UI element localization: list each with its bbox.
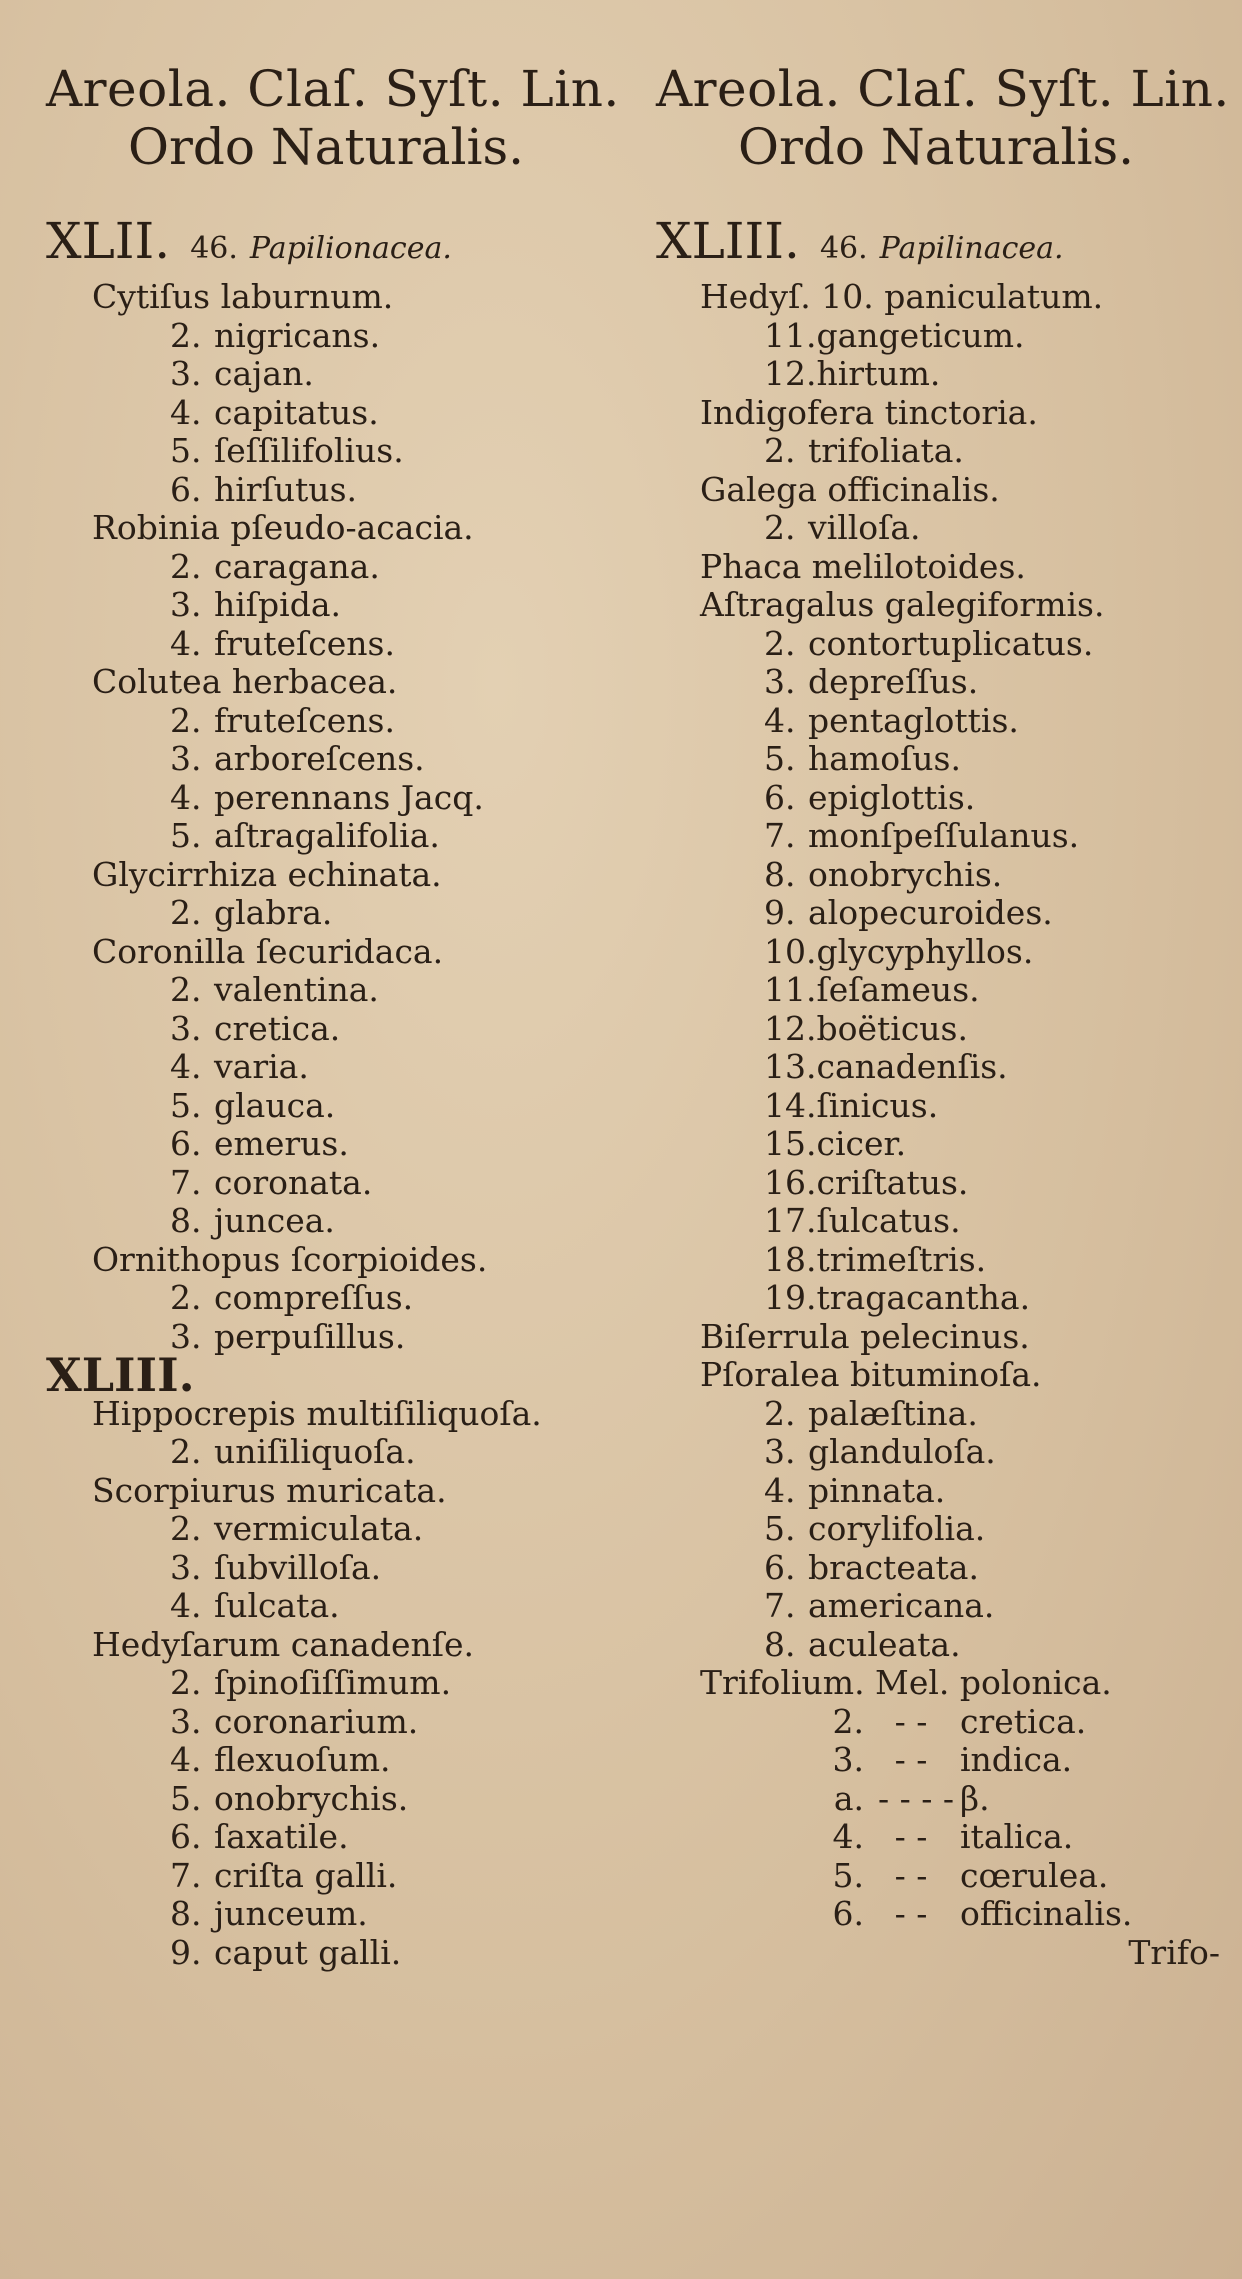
- species-number: 6.: [170, 469, 202, 509]
- species-name: depreſſus.: [808, 662, 979, 701]
- species-name: glauca.: [214, 1085, 336, 1125]
- left-group-roman: XLII.: [46, 212, 171, 270]
- species-name: pentaglottis.: [808, 700, 1019, 740]
- species-entry: [46, 1433, 646, 1472]
- species-entry: [46, 1818, 646, 1857]
- species-number: 3.: [170, 1701, 202, 1741]
- species-entry: [46, 702, 646, 741]
- species-entry: [656, 933, 1242, 972]
- species-number: 5.: [170, 1778, 202, 1818]
- species-number: 2.: [170, 1509, 202, 1548]
- species-name: cajan.: [214, 354, 314, 393]
- species-entry: [46, 317, 646, 356]
- species-name: onobrychis.: [808, 854, 1003, 894]
- species-number: 12.: [764, 1008, 817, 1048]
- species-entry: [656, 355, 1242, 394]
- species-name: coronata.: [214, 1162, 373, 1202]
- species-entry: [46, 1164, 646, 1203]
- species-number: 4.: [170, 777, 202, 817]
- species-name: palæſtina.: [808, 1393, 978, 1433]
- species-number: 19.: [764, 1278, 817, 1317]
- species-entry: [46, 1934, 646, 1973]
- species-number: 7.: [764, 1586, 796, 1625]
- species-name: ſaxatile.: [214, 1817, 349, 1856]
- species-entry: [46, 1048, 646, 1087]
- species-name: valentina.: [214, 970, 379, 1009]
- species-entry: [656, 1587, 1242, 1626]
- species-number: 4.: [170, 1047, 202, 1086]
- species-entry: [46, 394, 646, 433]
- species-number: 2.: [170, 1663, 202, 1702]
- species-entry: [656, 1279, 1242, 1318]
- species-number: 10.: [764, 931, 817, 971]
- genus-entry: Hippocrepis multiſiliquoſa.: [92, 1393, 542, 1433]
- species-name: pinnata.: [808, 1470, 946, 1510]
- variety-entry: [656, 1818, 1242, 1857]
- species-entry: [656, 1087, 1242, 1126]
- species-number: 2.: [170, 1432, 202, 1471]
- genus-entry: Galega officinalis.: [700, 469, 1000, 509]
- genus-entry: Trifolium. Mel. polonica.: [700, 1663, 1112, 1702]
- variety-name: cretica.: [960, 1701, 1087, 1741]
- genus-entry: Ornithopus ſcorpioides.: [92, 1239, 488, 1279]
- species-entry: [656, 1433, 1242, 1472]
- species-name: capitatus.: [214, 392, 379, 432]
- species-name: nigricans.: [214, 315, 381, 355]
- species-entry: [46, 1549, 646, 1588]
- species-number: 7.: [170, 1855, 202, 1895]
- species-name: ſulcatus.: [816, 1201, 961, 1240]
- species-name: trifoliata.: [808, 431, 964, 470]
- species-number: 4.: [764, 700, 796, 740]
- left-group-number: 46.: [190, 231, 238, 266]
- species-entry: [46, 1703, 646, 1742]
- variety-number: 5.: [832, 1855, 864, 1895]
- species-name: perpuſillus.: [214, 1316, 406, 1356]
- left-entry-list: [46, 278, 646, 1972]
- species-entry: [656, 663, 1242, 702]
- species-name: junceum.: [214, 1894, 368, 1933]
- section-heading: XLIII.: [46, 1348, 195, 1402]
- species-name: coronarium.: [214, 1701, 419, 1741]
- left-group-heading: [46, 212, 452, 270]
- species-name: contortuplicatus.: [808, 623, 1094, 663]
- right-header-line2: Ordo Naturalis.: [738, 118, 1134, 176]
- right-group-family: Papilinacea.: [879, 231, 1064, 266]
- species-entry: [46, 1780, 646, 1819]
- species-number: 4.: [170, 392, 202, 432]
- species-name: glabra.: [214, 893, 333, 932]
- species-number: 6.: [764, 1547, 796, 1587]
- species-name: hirtum.: [816, 354, 941, 393]
- species-entry: [46, 1279, 646, 1318]
- variety-entry: [656, 1895, 1242, 1934]
- variety-number: a.: [833, 1778, 864, 1818]
- species-name: canadenſis.: [816, 1047, 1008, 1086]
- species-entry: [46, 1510, 646, 1549]
- ditto-dashes: - -: [894, 1701, 928, 1741]
- species-entry: [46, 1125, 646, 1164]
- species-number: 8.: [170, 1201, 202, 1240]
- species-number: 8.: [170, 1894, 202, 1933]
- species-number: 2.: [764, 1393, 796, 1433]
- species-name: ſinicus.: [816, 1085, 939, 1125]
- species-entry: [46, 1741, 646, 1780]
- species-name: vermiculata.: [214, 1509, 424, 1548]
- species-name: caragana.: [214, 546, 380, 586]
- species-number: 6.: [170, 1817, 202, 1856]
- genus-entry: Coronilla ſecuridaca.: [92, 931, 444, 971]
- genus-entry: Robinia pſeudo-acacia.: [92, 508, 474, 547]
- species-name: monſpeſſulanus.: [808, 816, 1080, 855]
- species-number: 3.: [170, 354, 202, 393]
- species-number: 8.: [764, 854, 796, 894]
- species-number: 9.: [764, 893, 796, 932]
- genus-entry: Phaca melilotoides.: [700, 546, 1026, 586]
- species-number: 4.: [170, 1586, 202, 1625]
- species-entry: [46, 1010, 646, 1049]
- species-entry: [656, 1549, 1242, 1588]
- species-name: bracteata.: [808, 1547, 979, 1587]
- species-name: ſpinoſiſſimum.: [214, 1663, 452, 1702]
- genus-entry: Hedyſarum canadenſe.: [92, 1624, 474, 1664]
- species-number: 16.: [764, 1162, 817, 1202]
- species-number: 2.: [170, 700, 202, 740]
- species-name: caput galli.: [214, 1932, 402, 1972]
- species-entry: [46, 432, 646, 471]
- genus-entry: Indigofera tinctoria.: [700, 392, 1038, 432]
- species-entry: [656, 1626, 1242, 1665]
- species-entry: [656, 856, 1242, 895]
- species-name: boëticus.: [816, 1008, 968, 1048]
- species-number: 5.: [170, 816, 202, 855]
- species-number: 14.: [764, 1085, 817, 1125]
- species-entry: [46, 1664, 646, 1703]
- ditto-dashes: - -: [894, 1817, 928, 1856]
- species-number: 3.: [764, 662, 796, 701]
- species-name: flexuoſum.: [214, 1740, 391, 1779]
- species-number: 3.: [170, 1547, 202, 1587]
- species-number: 6.: [764, 777, 796, 817]
- right-entry-list: [656, 278, 1242, 1972]
- species-entry: [46, 1895, 646, 1934]
- genus-entry: Pſoralea bituminoſa.: [700, 1355, 1042, 1394]
- species-number: 4.: [170, 623, 202, 663]
- species-number: 11.: [764, 315, 817, 355]
- species-name: compreſſus.: [214, 1278, 414, 1317]
- species-name: cicer.: [816, 1124, 907, 1163]
- species-name: trimeſtris.: [816, 1239, 987, 1279]
- species-entry: [656, 1202, 1242, 1241]
- variety-name: β.: [960, 1778, 990, 1818]
- species-entry: [46, 625, 646, 664]
- species-name: tragacantha.: [816, 1278, 1031, 1317]
- species-number: 5.: [170, 1085, 202, 1125]
- species-name: villoſa.: [808, 508, 921, 547]
- species-name: fruteſcens.: [214, 700, 395, 740]
- species-name: aſtragalifolia.: [214, 816, 440, 855]
- species-entry: [46, 1202, 646, 1241]
- variety-entry: [656, 1703, 1242, 1742]
- ditto-dashes: - -: [894, 1894, 928, 1933]
- species-name: americana.: [808, 1586, 995, 1625]
- species-name: alopecuroides.: [808, 893, 1053, 932]
- species-entry: [656, 1125, 1242, 1164]
- species-name: gangeticum.: [816, 315, 1025, 355]
- variety-number: 4.: [832, 1817, 864, 1856]
- species-entry: [656, 971, 1242, 1010]
- species-entry: [656, 894, 1242, 933]
- species-entry: [46, 355, 646, 394]
- species-name: varia.: [214, 1047, 309, 1086]
- genus-entry: Glycirrhiza echinata.: [92, 854, 442, 894]
- species-number: 4.: [764, 1470, 796, 1510]
- ditto-dashes: - -: [894, 1855, 928, 1895]
- species-entry: [46, 894, 646, 933]
- genus-entry: Aſtragalus galegiformis.: [700, 585, 1105, 624]
- ditto-dashes: - -: [894, 1740, 928, 1779]
- species-entry: [656, 432, 1242, 471]
- species-name: uniſiliquoſa.: [214, 1432, 416, 1471]
- species-number: 8.: [764, 1624, 796, 1664]
- right-group-heading: [656, 212, 1064, 270]
- species-number: 2.: [170, 1278, 202, 1317]
- species-name: juncea.: [214, 1201, 335, 1240]
- catchword: Trifo-: [1128, 1932, 1220, 1972]
- species-name: fruteſcens.: [214, 623, 395, 663]
- variety-number: 6.: [832, 1894, 864, 1933]
- variety-name: italica.: [960, 1817, 1074, 1856]
- species-entry: [46, 1087, 646, 1126]
- ditto-dashes: - - - -: [878, 1778, 955, 1818]
- species-number: 15.: [764, 1124, 817, 1163]
- species-entry: [656, 317, 1242, 356]
- species-name: glanduloſa.: [808, 1432, 996, 1471]
- genus-entry: Biſerrula pelecinus.: [700, 1316, 1030, 1356]
- genus-entry: Cytiſus laburnum.: [92, 277, 394, 316]
- species-number: 3.: [764, 1432, 796, 1471]
- species-number: 5.: [764, 739, 796, 778]
- species-number: 2.: [170, 546, 202, 586]
- right-group-number: 46.: [819, 231, 868, 266]
- species-name: emerus.: [214, 1124, 349, 1163]
- species-name: aculeata.: [808, 1624, 961, 1664]
- genus-entry: Colutea herbacea.: [92, 662, 398, 701]
- variety-entry: [656, 1741, 1242, 1780]
- species-entry: [46, 1857, 646, 1896]
- species-number: 2.: [764, 431, 796, 470]
- species-entry: [656, 702, 1242, 741]
- species-entry: [46, 971, 646, 1010]
- species-number: 3.: [170, 1008, 202, 1048]
- species-entry: [656, 1472, 1242, 1511]
- species-number: 7.: [170, 1162, 202, 1202]
- right-group-roman: XLIII.: [656, 212, 800, 270]
- species-number: 5.: [764, 1509, 796, 1548]
- species-name: hamoſus.: [808, 739, 961, 778]
- species-number: 2.: [170, 893, 202, 932]
- species-name: epiglottis.: [808, 777, 976, 817]
- species-name: ſubvilloſa.: [214, 1547, 382, 1587]
- species-entry: [46, 740, 646, 779]
- species-name: glycyphyllos.: [816, 931, 1034, 971]
- variety-name: officinalis.: [960, 1894, 1133, 1933]
- variety-number: 2.: [832, 1701, 864, 1741]
- species-name: ſulcata.: [214, 1586, 340, 1625]
- species-name: corylifolia.: [808, 1509, 986, 1548]
- species-entry: [46, 471, 646, 510]
- species-entry: [46, 817, 646, 856]
- species-entry: [46, 779, 646, 818]
- species-number: 4.: [170, 1740, 202, 1779]
- variety-entry: [656, 1780, 1242, 1819]
- species-entry: [46, 548, 646, 587]
- species-number: 3.: [170, 739, 202, 778]
- species-number: 2.: [170, 315, 202, 355]
- species-number: 7.: [764, 816, 796, 855]
- species-number: 6.: [170, 1124, 202, 1163]
- species-name: criſtatus.: [816, 1162, 969, 1202]
- species-entry: [656, 509, 1242, 548]
- species-name: perennans Jacq.: [214, 777, 484, 817]
- species-name: ſeſameus.: [816, 970, 980, 1009]
- species-entry: [46, 586, 646, 625]
- species-number: 9.: [170, 1932, 202, 1972]
- species-number: 3.: [170, 1316, 202, 1356]
- right-header-line1: Areola. Claſ. Syſt. Lin.: [656, 60, 1230, 118]
- species-number: 13.: [764, 1047, 817, 1086]
- variety-name: indica.: [960, 1740, 1073, 1779]
- variety-number: 3.: [832, 1740, 864, 1779]
- species-entry: [656, 1395, 1242, 1434]
- species-name: criſta galli.: [214, 1855, 398, 1895]
- species-name: arboreſcens.: [214, 739, 425, 778]
- species-number: 3.: [170, 585, 202, 624]
- species-number: 18.: [764, 1239, 817, 1279]
- species-entry: [656, 1241, 1242, 1280]
- species-name: ſeſſilifolius.: [214, 431, 404, 470]
- species-entry: [656, 625, 1242, 664]
- species-name: cretica.: [214, 1008, 341, 1048]
- variety-entry: [656, 1857, 1242, 1896]
- genus-entry: Scorpiurus muricata.: [92, 1470, 447, 1510]
- species-number: 12.: [764, 354, 817, 393]
- left-header-line2: Ordo Naturalis.: [128, 118, 524, 176]
- species-name: hiſpida.: [214, 585, 341, 624]
- variety-name: cœrulea.: [960, 1855, 1109, 1895]
- left-group-family: Papilionacea.: [249, 231, 452, 266]
- genus-entry: Hedyſ. 10. paniculatum.: [700, 277, 1104, 316]
- species-number: 5.: [170, 431, 202, 470]
- species-entry: [656, 1510, 1242, 1549]
- species-entry: [656, 1048, 1242, 1087]
- species-entry: [656, 817, 1242, 856]
- species-number: 11.: [764, 970, 817, 1009]
- species-name: hirſutus.: [214, 469, 357, 509]
- species-entry: [656, 1164, 1242, 1203]
- species-entry: [656, 740, 1242, 779]
- species-number: 17.: [764, 1201, 817, 1240]
- left-header-line1: Areola. Claſ. Syſt. Lin.: [46, 60, 620, 118]
- species-entry: [46, 1587, 646, 1626]
- species-number: 2.: [764, 508, 796, 547]
- species-number: 2.: [764, 623, 796, 663]
- species-name: onobrychis.: [214, 1778, 409, 1818]
- species-entry: [656, 1010, 1242, 1049]
- species-number: 2.: [170, 970, 202, 1009]
- species-entry: [656, 779, 1242, 818]
